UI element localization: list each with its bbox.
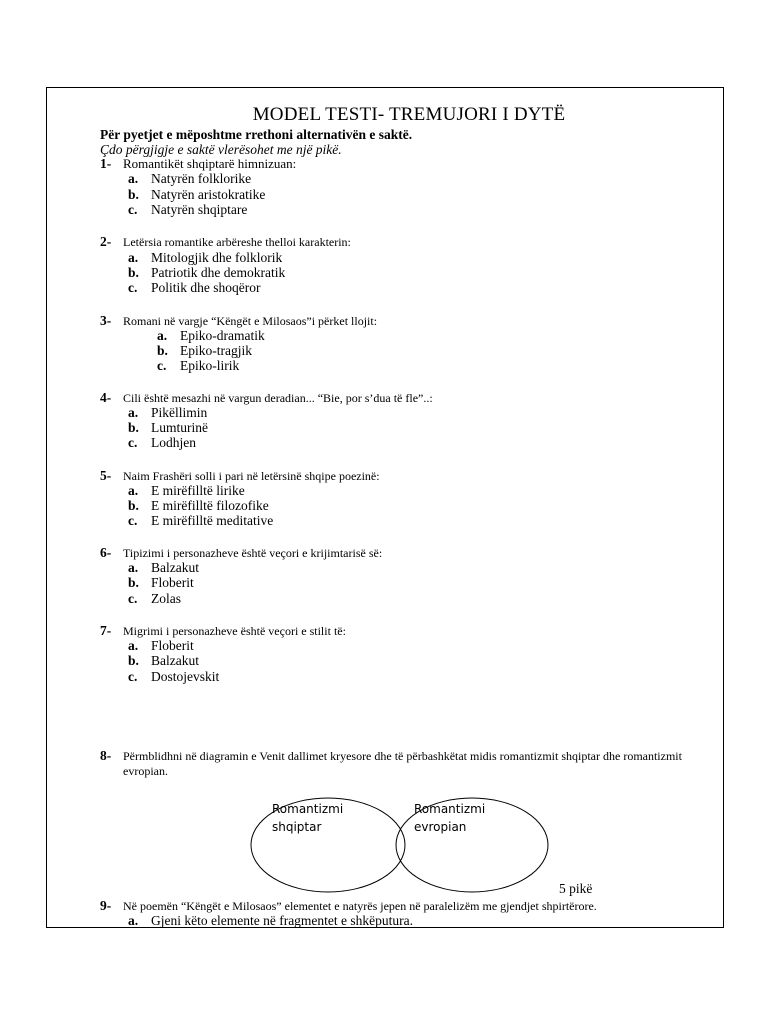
option-text: Floberit	[151, 575, 194, 590]
instruction-bold: Për pyetjet e mëposhtme rrethoni alternativën e saktë.	[100, 127, 413, 142]
question-number: 6-	[100, 545, 112, 560]
question-6	[100, 545, 382, 561]
question-2	[100, 234, 351, 250]
venn-label-right	[414, 800, 485, 836]
option-text: Balzakut	[151, 653, 199, 668]
option-3c[interactable]	[157, 358, 239, 374]
option-2b[interactable]	[128, 265, 285, 281]
option-text: Balzakut	[151, 560, 199, 575]
option-text: Epiko-tragjik	[180, 343, 252, 358]
option-letter: b.	[157, 343, 168, 358]
option-text: Lodhjen	[151, 435, 196, 450]
option-letter: c.	[128, 669, 138, 684]
option-1c[interactable]	[128, 202, 247, 218]
option-1a[interactable]	[128, 171, 251, 187]
question-number: 3-	[100, 313, 112, 328]
option-text: Natyrën shqiptare	[151, 202, 248, 217]
question-number: 5-	[100, 468, 112, 483]
option-letter: c.	[128, 513, 138, 528]
option-text: Patriotik dhe demokratik	[151, 265, 286, 280]
question-3	[100, 313, 377, 329]
question-9	[100, 898, 597, 914]
option-letter: c.	[128, 435, 138, 450]
question-number: 9-	[100, 898, 112, 913]
option-text: Epiko-dramatik	[180, 328, 265, 343]
question-number: 4-	[100, 390, 112, 405]
option-text: Zolas	[151, 591, 181, 606]
option-letter: a.	[128, 638, 139, 653]
option-9a[interactable]	[128, 913, 413, 929]
venn-label-left	[272, 800, 343, 836]
option-letter: a.	[128, 405, 139, 420]
question-text: Në poemën “Këngët e Milosaos” elementet e natyrës jepen në paralelizëm me gjendjet shpirtërore.	[123, 899, 597, 913]
option-5b[interactable]	[128, 498, 269, 514]
question-4	[100, 390, 433, 406]
question-number: 8-	[100, 748, 112, 763]
option-1b[interactable]	[128, 187, 265, 203]
option-text: Pikëllimin	[151, 405, 208, 420]
option-6b[interactable]	[128, 575, 194, 591]
option-2a[interactable]	[128, 250, 282, 266]
option-text: Natyrën aristokratike	[151, 187, 266, 202]
option-letter: a.	[128, 171, 139, 186]
option-text: E mirëfilltë meditative	[151, 513, 274, 528]
question-8-text: Përmblidhni në diagramin e Venit dallimet kryesore dhe të përbashkëtat midis romantizmit shqiptar dhe romantizmit evropian.	[123, 749, 682, 778]
option-4b[interactable]	[128, 420, 208, 436]
option-text: Mitologjik dhe folklorik	[151, 250, 283, 265]
option-letter: b.	[128, 653, 139, 668]
question-text: Tipizimi i personazheve është veçori e krijimtarisë së:	[123, 546, 383, 560]
venn-label-left-line2: shqiptar	[272, 820, 322, 834]
question-text: Migrimi i personazheve është veçori e stilit të:	[123, 624, 346, 638]
question-number: 2-	[100, 234, 112, 249]
option-7c[interactable]	[128, 669, 219, 685]
points-label: 5 pikë	[559, 881, 593, 896]
option-3a[interactable]	[157, 328, 265, 344]
venn-label-right-line2: evropian	[414, 820, 467, 834]
option-5c[interactable]	[128, 513, 273, 529]
option-3b[interactable]	[157, 343, 252, 359]
option-letter: b.	[128, 575, 139, 590]
option-5a[interactable]	[128, 483, 245, 499]
option-letter: c.	[157, 358, 167, 373]
venn-label-right-line1: Romantizmi	[414, 802, 486, 816]
option-letter: c.	[128, 591, 138, 606]
option-text: Dostojevskit	[151, 669, 220, 684]
question-text: Romani në vargje “Këngët e Milosaos”i përket llojit:	[123, 314, 378, 328]
question-text: Naim Frashëri solli i pari në letërsinë shqipe poezinë:	[123, 469, 380, 483]
question-number: 7-	[100, 623, 112, 638]
instruction-italic: Çdo përgjigje e saktë vlerësohet me një pikë.	[100, 142, 342, 157]
option-7b[interactable]	[128, 653, 199, 669]
option-text: E mirëfilltë filozofike	[151, 498, 269, 513]
option-letter: b.	[128, 187, 139, 202]
question-1	[100, 156, 296, 172]
option-text: E mirëfilltë lirike	[151, 483, 245, 498]
option-text: Floberit	[151, 638, 194, 653]
question-text: Letërsia romantike arbëreshe thelloi karakterin:	[123, 235, 351, 249]
option-text: Epiko-lirik	[180, 358, 240, 373]
option-letter: c.	[128, 202, 138, 217]
question-text: Romantikët shqiptarë himnizuan:	[123, 156, 297, 171]
option-letter: c.	[128, 280, 138, 295]
question-7	[100, 623, 346, 639]
option-2c[interactable]	[128, 280, 261, 296]
option-letter: b.	[128, 265, 139, 280]
option-letter: b.	[128, 420, 139, 435]
option-letter: a.	[128, 250, 139, 265]
venn-label-left-line1: Romantizmi	[272, 802, 344, 816]
page-title: MODEL TESTI- TREMUJORI I DYTË	[252, 104, 566, 125]
option-text: Gjeni këto elemente në fragmentet e shkëputura.	[151, 913, 414, 928]
option-6c[interactable]	[128, 591, 181, 607]
question-text: Cili është mesazhi në vargun deradian... “Bie, por s’dua të fle”..:	[123, 391, 433, 405]
question-5	[100, 468, 380, 484]
option-letter: a.	[128, 483, 139, 498]
option-7a[interactable]	[128, 638, 194, 654]
option-letter: a.	[157, 328, 168, 343]
option-letter: a.	[128, 560, 139, 575]
option-4c[interactable]	[128, 435, 196, 451]
option-text: Natyrën folklorike	[151, 171, 252, 186]
option-text: Lumturinë	[151, 420, 208, 435]
option-letter: a.	[128, 913, 139, 928]
question-number: 1-	[100, 156, 112, 171]
option-text: Politik dhe shoqëror	[151, 280, 261, 295]
option-6a[interactable]	[128, 560, 199, 576]
option-letter: b.	[128, 498, 139, 513]
question-8-number	[100, 748, 123, 764]
option-4a[interactable]	[128, 405, 207, 421]
